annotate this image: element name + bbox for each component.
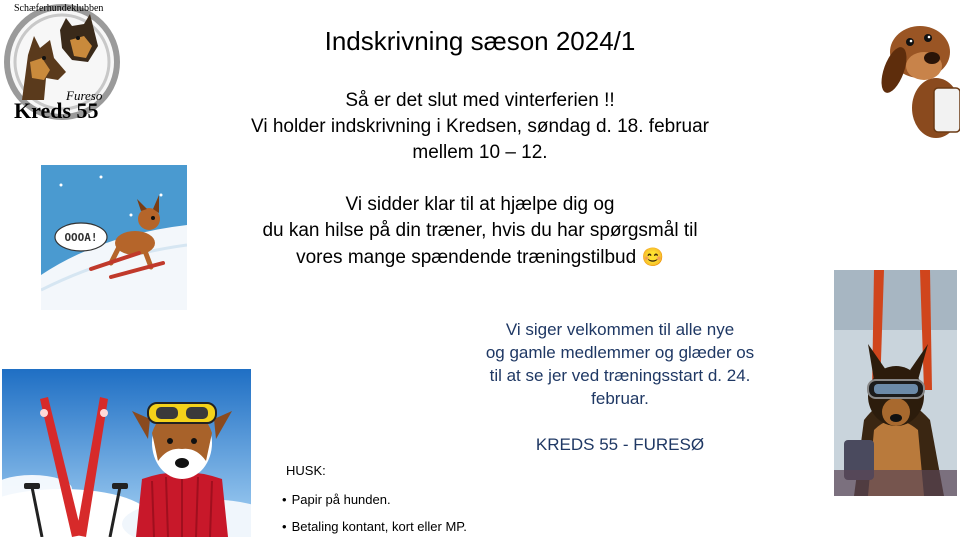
welcome-line-4: februar.	[591, 389, 649, 408]
welcome-message	[460, 318, 780, 456]
husk-item-papers: • Papir på hunden.	[282, 486, 467, 513]
shepherd-ski-photo	[834, 270, 957, 496]
welcome-line-2: og gamle medlemmer og glæder os	[485, 343, 755, 362]
body-line-1: Så er det slut med vinterferien !!	[345, 90, 615, 111]
body-line-2: Vi holder indskrivning i Kredsen, søndag d. 18. februar	[250, 116, 710, 137]
husk-heading: HUSK:	[286, 463, 326, 478]
husk-list	[282, 486, 467, 540]
logo-area-name: Fureso	[66, 88, 103, 103]
slide-title: Indskrivning sæson 2024/1	[324, 26, 636, 56]
welcome-line-1: Vi siger velkommen til alle nye	[505, 320, 735, 339]
husk-item-payment: • Betaling kontant, kort eller MP.	[282, 513, 467, 540]
logo-club-name: Schæferhundeklubben	[14, 3, 104, 14]
ski-dog-photo	[2, 369, 251, 537]
logo-kreds-name: Kreds 55	[14, 98, 99, 123]
body-line-3: mellem 10 – 12.	[412, 142, 548, 163]
welcome-line-3: til at se jer ved træningsstart d. 24.	[489, 366, 751, 385]
body-line-4: Vi sidder klar til at hjælpe dig og	[345, 194, 615, 215]
skiing-dog-illustration	[41, 165, 187, 310]
body-line-6-wrap	[180, 244, 780, 271]
cartoon-dog-illustration	[880, 18, 960, 140]
body-line-6: vores mange spændende træningstilbud	[296, 247, 637, 268]
skiing-dog-speech: OOOA!	[64, 231, 98, 244]
smiley-emoji-icon: 😊	[641, 247, 664, 267]
husk-reminder	[282, 462, 467, 540]
welcome-signature: KREDS 55 - FURESØ	[535, 435, 705, 454]
body-line-5: du kan hilse på din træner, hvis du har spørgsmål til	[262, 220, 698, 241]
slide-body	[180, 88, 780, 271]
club-logo	[0, 0, 125, 125]
